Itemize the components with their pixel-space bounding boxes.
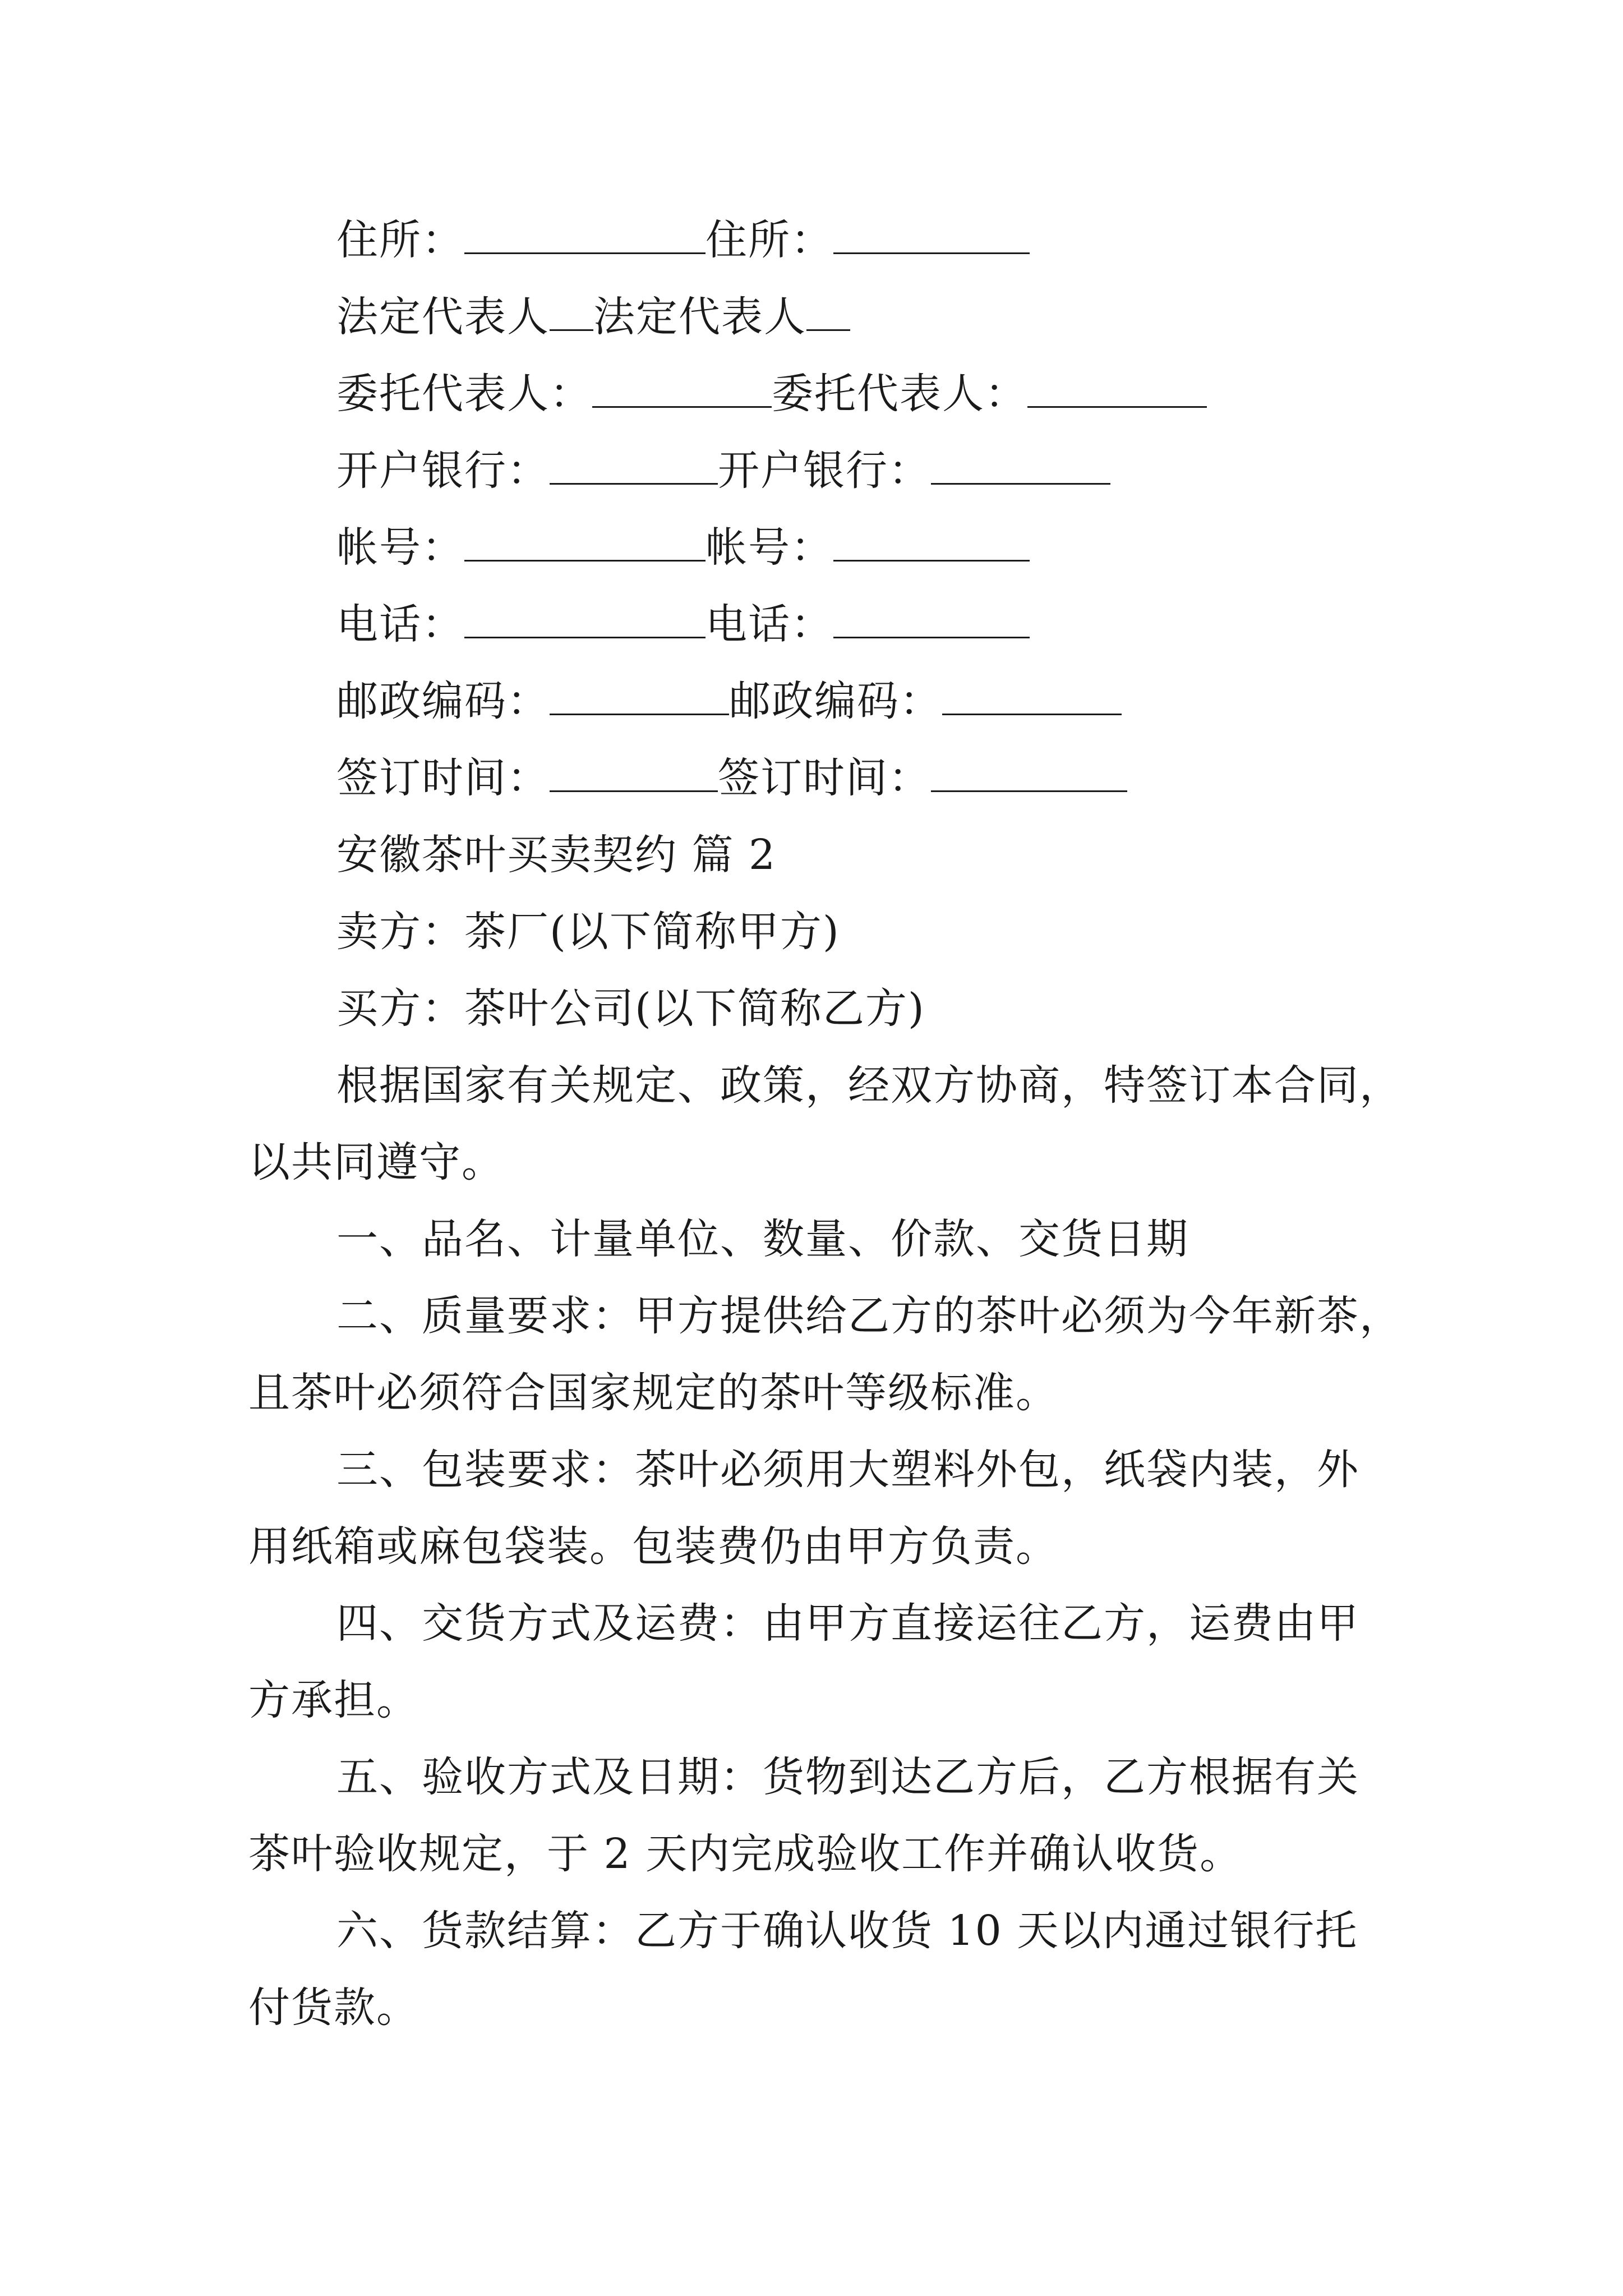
bank-blank-a (550, 444, 718, 485)
sign-date-blank-b (931, 751, 1127, 792)
account-blank-b (833, 521, 1030, 562)
account-label-b: 帐号： (706, 523, 833, 572)
phone-blank-b (833, 597, 1030, 638)
clause-3-line-2: 用纸箱或麻包袋装。包装费仍由甲方负责。 (248, 1522, 1058, 1571)
postcode-label-b: 邮政编码： (729, 677, 942, 725)
account-label-a: 帐号： (336, 523, 464, 572)
intro-line-1: 根据国家有关规定、政策，经双方协商，特签订本合同， (336, 1061, 1402, 1110)
postcode-blank-b (942, 674, 1122, 715)
agent-label-a: 委托代表人： (336, 370, 592, 418)
address-label-b: 住所： (706, 216, 833, 264)
clause-2-line-2: 且茶叶必须符合国家规定的茶叶等级标准。 (248, 1369, 1058, 1417)
legal-rep-label-a: 法定代表人 (336, 293, 550, 341)
address-blank-a (464, 213, 706, 254)
phone-blank-a (464, 597, 706, 638)
postcode-row (336, 673, 1122, 729)
bank-label-a: 开户银行： (336, 447, 550, 495)
sign-date-row (336, 750, 1127, 806)
buyer-line: 买方：茶叶公司(以下简称乙方) (336, 984, 925, 1033)
phone-label-b: 电话： (706, 600, 833, 648)
agent-label-b: 委托代表人： (772, 370, 1027, 418)
clause-1: 一、品名、计量单位、数量、价款、交货日期 (336, 1215, 1189, 1263)
legal-rep-blank-b (806, 290, 850, 331)
clause-6-line-2: 付货款。 (248, 1984, 419, 2032)
clause-5-line-1: 五、验收方式及日期：货物到达乙方后，乙方根据有关 (336, 1753, 1359, 1801)
sign-date-label-a: 签订时间： (336, 754, 550, 802)
agent-row (336, 366, 1207, 422)
sign-date-label-b: 签订时间： (718, 754, 931, 802)
clause-3-line-1: 三、包装要求：茶叶必须用大塑料外包，纸袋内装，外 (336, 1446, 1359, 1494)
agent-blank-b (1027, 367, 1207, 408)
seller-line: 卖方：茶厂(以下简称甲方) (336, 908, 840, 956)
clause-5-line-2: 茶叶验收规定，于 2 天内完成验收工作并确认收货。 (248, 1830, 1243, 1878)
bank-blank-b (931, 444, 1110, 485)
postcode-blank-a (550, 674, 729, 715)
account-blank-a (464, 521, 706, 562)
section-title: 安徽茶叶买卖契约 篇 2 (336, 831, 777, 879)
phone-row (336, 596, 1030, 652)
address-label-a: 住所： (336, 216, 464, 264)
address-blank-b (833, 213, 1030, 254)
bank-row (336, 443, 1110, 499)
address-row (336, 212, 1030, 268)
clause-2-line-1: 二、质量要求：甲方提供给乙方的茶叶必须为今年新茶， (336, 1292, 1402, 1340)
clause-6-line-1: 六、货款结算：乙方于确认收货 10 天以内通过银行托 (336, 1907, 1358, 1955)
agent-blank-a (592, 367, 772, 408)
legal-rep-row (336, 289, 850, 345)
intro-line-2: 以共同遵守。 (248, 1138, 504, 1186)
postcode-label-a: 邮政编码： (336, 677, 550, 725)
sign-date-blank-a (550, 751, 718, 792)
phone-label-a: 电话： (336, 600, 464, 648)
clause-4-line-1: 四、交货方式及运费：由甲方直接运往乙方，运费由甲 (336, 1599, 1359, 1648)
account-row (336, 519, 1030, 576)
bank-label-b: 开户银行： (718, 447, 931, 495)
legal-rep-label-b: 法定代表人 (593, 293, 806, 341)
clause-4-line-2: 方承担。 (248, 1676, 419, 1724)
legal-rep-blank-a (550, 290, 593, 331)
